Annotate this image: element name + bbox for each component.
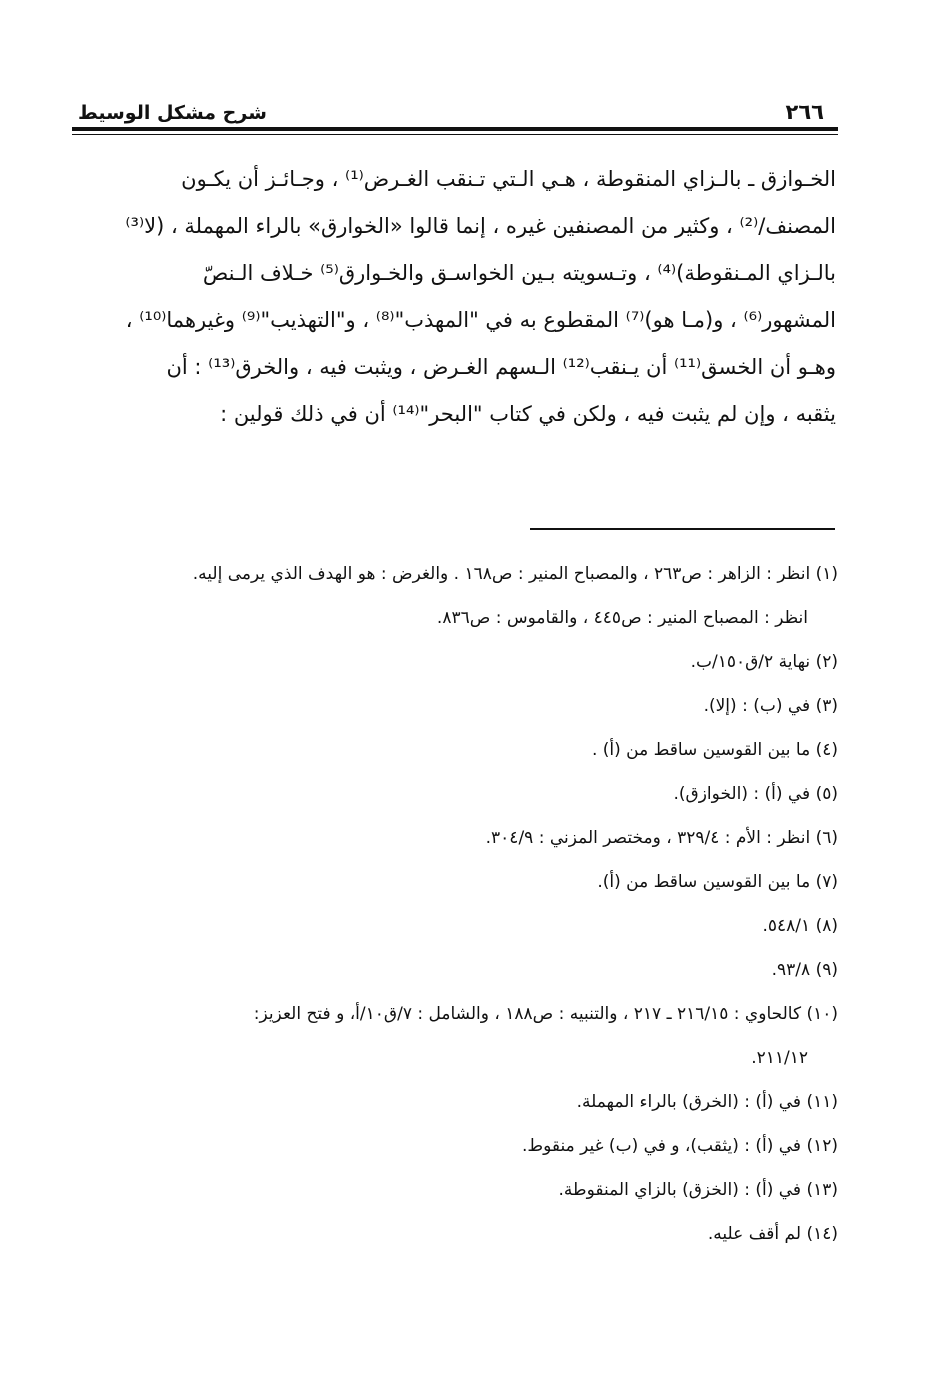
- text-line: وهـو أن الخسق⁽¹¹⁾ أن يـنقب⁽¹²⁾ الـسهم الغـرض ، ويثبت فيه ، والخرق⁽¹³⁾ : أن: [166, 355, 836, 379]
- footnote: (١٣) في (أ) : (الخزق) بالزاي المنقوطة.: [558, 1180, 838, 1200]
- footnote: (٦) انظر : الأم : ٣٢٩/٤ ، ومختصر المزني : ٣٠٤/٩.: [485, 828, 838, 848]
- footnote: (١) انظر : الزاهر : ص٢٦٣ ، والمصباح المنير : ص١٦٨ . والغرض : هو الهدف الذي يرمى إليه.: [192, 564, 838, 584]
- footnote: (١٤) لم أقف عليه.: [707, 1224, 838, 1244]
- footnote: (٤) ما بين القوسين ساقط من (أ) .: [591, 740, 838, 760]
- footnote-continuation: ٢١١/١٢.: [751, 1048, 808, 1068]
- text-line: المصنف/⁽²⁾ ، وكثير من المصنفين غيره ، إنما قالوا «الخوارق» بالراء المهملة ، (لا⁽³⁾: [125, 214, 836, 238]
- footnote: (١١) في (أ) : (الخرق) بالراء المهملة.: [576, 1092, 838, 1112]
- text-line: الخـوازق ـ بالـزاي المنقوطة ، هـي الـتي تـنقب الغـرض⁽¹⁾ ، وجـائـز أن يكـون: [181, 167, 836, 191]
- footnote-separator: [530, 528, 835, 530]
- footnote-continuation: انظر : المصباح المنير : ص٤٤٥ ، والقاموس : ص٨٣٦.: [436, 608, 808, 628]
- footnote: (٢) نهاية ٢/ق١٥٠/ب.: [690, 652, 838, 672]
- footnotes: [72, 552, 838, 1256]
- page-number: ٢٦٦: [785, 100, 824, 124]
- header-rule-thin: [72, 134, 838, 135]
- footnote: (٨) ٥٤٨/١.: [762, 916, 838, 936]
- book-title: شرح مشكل الوسيط: [78, 102, 267, 124]
- text-line: المشهور⁽⁶⁾ ، و(مـا هو)⁽⁷⁾ المقطوع به في "المهذب"⁽⁸⁾ ، و"التهذيب"⁽⁹⁾ وغيرهما⁽¹⁰⁾ ،: [125, 308, 836, 332]
- header-rule-thick: [72, 127, 838, 131]
- text-line: بالـزاي المـنقوطة)⁽⁴⁾ ، وتـسويته بـين الخواسـق والخـوارق⁽⁵⁾ خـلاف الـنصّ: [202, 261, 836, 285]
- footnote: (٣) في (ب) : (إلا).: [703, 696, 838, 716]
- footnote: (٧) ما بين القوسين ساقط من (أ).: [597, 872, 838, 892]
- footnote: (١٠) كالحاوي : ٢١٦/١٥ ـ ٢١٧ ، والتنبيه : ص١٨٨ ، والشامل : ٧/ق١٠/أ، و فتح العزيز:: [253, 1004, 838, 1024]
- footnote: (٩) ٩٣/٨.: [771, 960, 838, 980]
- footnote: (٥) في (أ) : (الخوازق).: [673, 784, 838, 804]
- text-line: يثقبه ، وإن لم يثبت فيه ، ولكن في كتاب "البحر"⁽¹⁴⁾ أن في ذلك قولين :: [220, 402, 836, 426]
- footnote: (١٢) في (أ) : (يثقب)، و في (ب) غير منقوط.: [521, 1136, 838, 1156]
- main-text: [78, 156, 836, 438]
